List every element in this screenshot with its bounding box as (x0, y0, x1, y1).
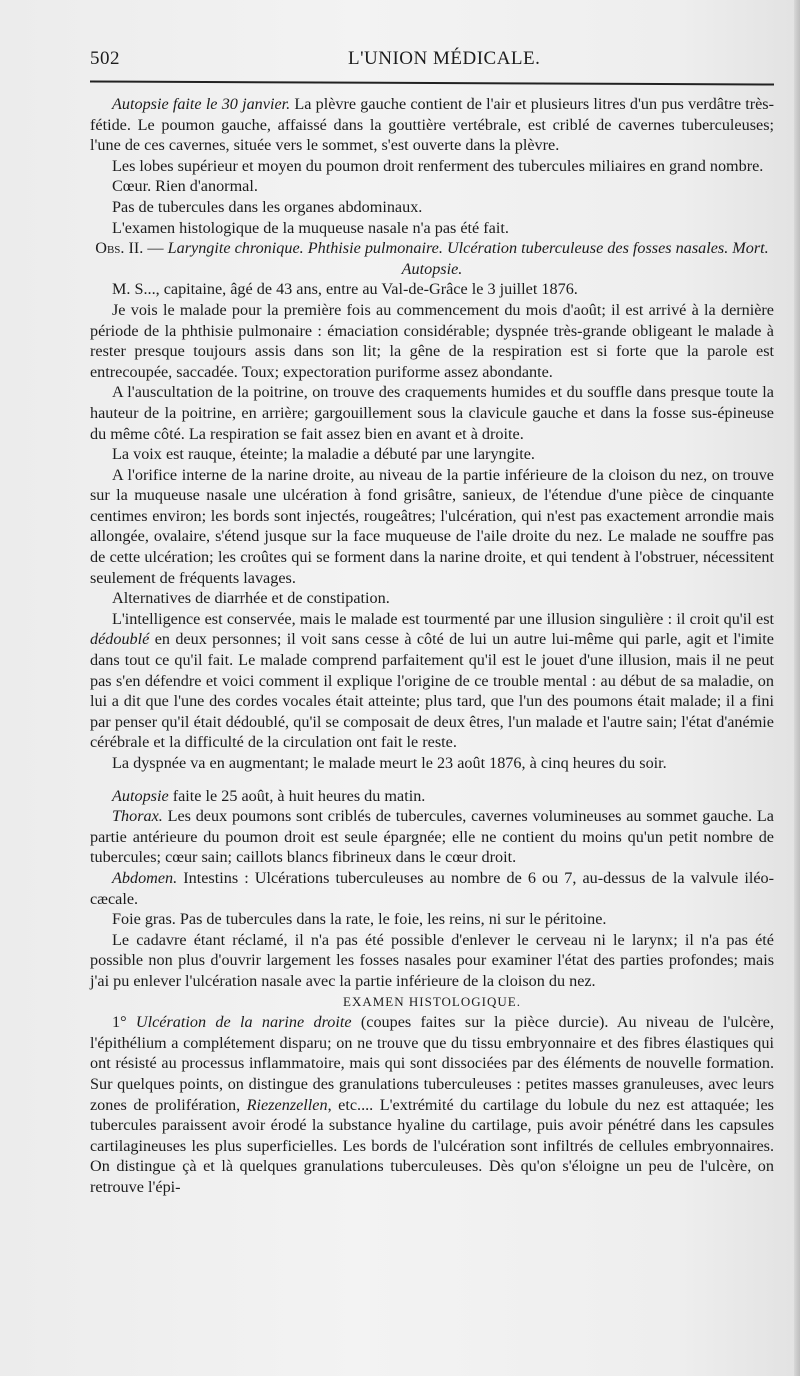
paragraph: Je vois le malade pour la première fois au commencement du mois d'août; il est arrivé à la dernière période de la phthisie pulmonaire : émaciation considérable; dyspnée très-grande obligeant le malade à rester presque toujours assis dans son lit; la gêne de la respiration est si forte que la parole est entrecoupée, saccadée. Toux; expectoration puriforme assez abondante. (90, 300, 774, 381)
journal-title: L'UNION MÉDICALE. (348, 48, 541, 69)
paragraph-text: Intestins : Ulcérations tuberculeuses au nombre de 6 ou 7, au-dessus de la valvule iléo-cæcale. (90, 868, 774, 908)
header-rule (90, 81, 774, 86)
article-body (90, 94, 774, 1197)
paragraph (90, 609, 774, 753)
observation-heading (90, 238, 774, 279)
paragraph-text: La plèvre gauche contient de l'air et plusieurs litres d'un pus verdâtre très-fétide. Le poumon gauche, affaissé dans la gouttière vertébrale, est criblé de cavernes tuberculeuses; l'une de ces cavernes, située vers le sommet, s'est ouverte dans la plèvre. (90, 95, 774, 155)
paragraph: L'examen histologique de la muqueuse nasale n'a pas été fait. (112, 218, 509, 237)
paragraph: A l'auscultation de la poitrine, on trouve des craquements humides et du souffle dans presque toute la hauteur de la poitrine, en arrière; gargouillement sous la clavicule gauche et dans la fosse sus-épineuse du même côté. La respiration se fait assez bien en avant et à droite. (90, 383, 774, 443)
paragraph-number: 1° (112, 1013, 136, 1032)
emphasis: dédoublé (90, 630, 150, 649)
paragraph: La voix est rauque, éteinte; la maladie a débuté par une laryngite. (112, 445, 535, 464)
paragraph-text: L'intelligence est conservée, mais le malade est tourmenté par une illusion singulière : il croit qu'il est (112, 609, 774, 628)
paragraph-label: Autopsie (112, 786, 169, 805)
paragraph-text: (coupes faites sur la pièce durcie). Au niveau de l'ulcère, l'épithélium a complétement disparu; on ne trouve que du tissu embryonnaire et des fibres élastiques qui ont résisté au processus inflammatoire, mais qui sont dissociées par des éléments de nouvelle formation. Sur quelques points, on distingue des granulations tuberculeuses : petites masses granuleuses, avec leurs zones de prolifération, (90, 1013, 774, 1114)
paragraph-label: Abdomen. (112, 868, 178, 887)
paragraph: La dyspnée va en augmentant; le malade meurt le 23 août 1876, à cinq heures du soir. (112, 754, 667, 772)
paragraph-text: Les deux poumons sont criblés de tubercules, cavernes volumineuses au sommet gauche. La partie antérieure du poumon droit est seule épargnée; elle ne contient du moins qu'un petit nombre de tubercules; cœur sain; caillots blancs fibrineux dans le cœur droit. (90, 807, 774, 867)
paragraph (90, 786, 774, 807)
paragraph: Pas de tubercules dans les organes abdominaux. (112, 197, 423, 216)
section-heading: EXAMEN HISTOLOGIQUE. (343, 993, 521, 1009)
paragraph-label: Autopsie faite le 30 janvier. (112, 95, 291, 113)
paragraph: Les lobes supérieur et moyen du poumon droit renferment des tubercules miliaires en grand nombre. (112, 156, 764, 175)
paragraph (90, 94, 774, 156)
paragraph (90, 1012, 774, 1197)
paragraph (90, 868, 774, 909)
page-number: 502 (90, 48, 120, 69)
paragraph: Cœur. Rien d'anormal. (112, 177, 258, 196)
paragraph-text: en deux personnes; il voit sans cesse à côté de lui un autre lui-même qui parle, agit et l'imite dans tout ce qu'il fait. Le malade comprend parfaitement qu'il est le jouet d'une illusion, mais il ne peut pas s'en défendre et voici comment il explique l'origine de ce trouble mental : au début de sa maladie, on lui a dit que l'une des cordes vocales était atteinte; plus tard, que l'un des poumons était malade; il a fini par penser qu'il était dédoublé, qu'il se composait de deux êtres, l'un malade et l'autre sain; l'état d'anémie cérébrale et la difficulté de la circulation ont fait le reste. (90, 630, 774, 752)
running-head (90, 44, 774, 76)
paragraph: Foie gras. Pas de tubercules dans la rate, le foie, les reins, ni sur le péritoine. (112, 910, 607, 929)
paragraph: M. S..., capitaine, âgé de 43 ans, entre au Val-de-Grâce le 3 juillet 1876. (112, 280, 578, 299)
emphasis: Riezenzellen (246, 1095, 328, 1114)
observation-title: Laryngite chronique. Phthisie pulmonaire. Ulcération tuberculeuse des fosses nasales. Mort. Autopsie. (163, 239, 769, 278)
paragraph-label: Ulcération de la narine droite (135, 1013, 352, 1032)
paragraph-text: faite le 25 août, à huit heures du matin. (168, 786, 426, 805)
paragraph-text: , etc.... L'extrémité du cartilage du lobule du nez est attaquée; les tubercules paraissent avoir érodé la substance hyaline du cartilage, puis avoir pénétré dans les capsules cartilagineuses les plus superficielles. Les bords de l'ulcération sont infiltrés de cellules embryonnaires. On distingue çà et là quelques granulations tuberculeuses. Dès qu'on s'éloigne un peu de l'ulcère, on retrouve l'épi- (90, 1095, 774, 1196)
observation-number: Obs. II. — (95, 239, 164, 258)
paragraph: Le cadavre étant réclamé, il n'a pas été possible d'enlever le cerveau ni le larynx; il n'a pas été possible non plus d'ouvrir largement les fosses nasales pour examiner l'état des parties profondes; mais j'ai pu enlever l'ulcération nasale avec la partie inférieure de la cloison du nez. (90, 930, 774, 990)
paragraph: Alternatives de diarrhée et de constipation. (112, 589, 390, 608)
paragraph: A l'orifice interne de la narine droite, au niveau de la partie inférieure de la cloison du nez, on trouve sur la muqueuse nasale une ulcération à fond grisâtre, sanieux, de l'étendue d'une pièce de cinquante centimes environ; les bords sont injectés, rougeâtres; l'ulcération, qui n'est pas exactement arrondie mais allongée, ovalaire, s'étend jusque sur la face muqueuse de l'aile droite du nez. Le malade ne souffre pas de cette ulcération; les croûtes qui se forment dans la narine droite, et qui tendent à l'obstruer, nécessitent seulement de fréquents lavages. (90, 465, 774, 587)
paragraph-label: Thorax. (112, 807, 163, 826)
paragraph (90, 806, 774, 868)
page-edge-shadow (794, 0, 800, 1376)
